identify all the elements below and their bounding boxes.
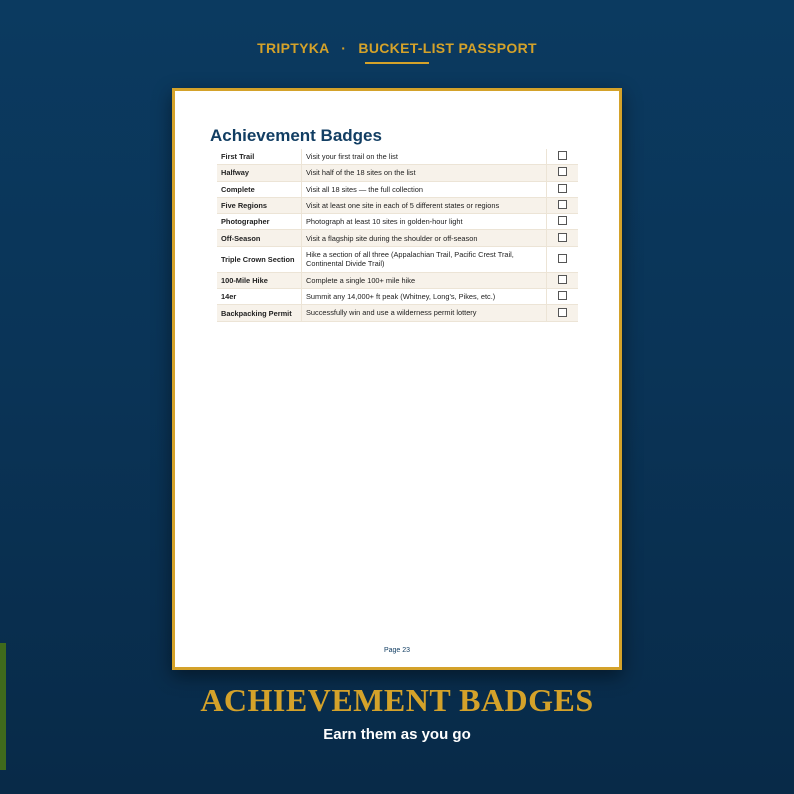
badge-checkbox-cell <box>547 305 579 321</box>
brand-separator: · <box>341 40 347 56</box>
badge-checkbox-cell <box>547 197 579 213</box>
page-title: Achievement Badges <box>210 126 382 145</box>
badge-name: Triple Crown Section <box>217 246 302 272</box>
badge-name: Backpacking Permit <box>217 305 302 321</box>
badge-checkbox[interactable] <box>558 254 567 263</box>
badge-checkbox-cell <box>547 289 579 305</box>
badge-checkbox[interactable] <box>558 291 567 300</box>
badge-description: Successfully win and use a wilderness permit lottery <box>302 305 547 321</box>
badge-name: 100-Mile Hike <box>217 272 302 288</box>
footer-title: ACHIEVEMENT BADGES <box>200 682 594 718</box>
badge-description: Photograph at least 10 sites in golden-hour light <box>302 214 547 230</box>
badge-row <box>217 230 578 246</box>
badge-description: Visit half of the 18 sites on the list <box>302 165 547 181</box>
brand-header <box>0 40 794 56</box>
badge-checkbox-cell <box>547 214 579 230</box>
badge-checkbox[interactable] <box>558 233 567 242</box>
badge-row <box>217 289 578 305</box>
badges-table <box>217 149 578 322</box>
badge-checkbox[interactable] <box>558 167 567 176</box>
badge-row <box>217 197 578 213</box>
badge-name: First Trail <box>217 149 302 165</box>
badge-description: Complete a single 100+ mile hike <box>302 272 547 288</box>
badge-name: Off-Season <box>217 230 302 246</box>
badge-name: Photographer <box>217 214 302 230</box>
badge-description: Hike a section of all three (Appalachian Trail, Pacific Crest Trail, Continental Divide Trail) <box>302 246 547 272</box>
badge-checkbox[interactable] <box>558 275 567 284</box>
badge-row <box>217 165 578 181</box>
footer-subtitle: Earn them as you go <box>323 726 471 743</box>
badge-checkbox-cell <box>547 230 579 246</box>
product-name: BUCKET-LIST PASSPORT <box>358 40 537 56</box>
badge-checkbox-cell <box>547 272 579 288</box>
badge-description: Visit at least one site in each of 5 different states or regions <box>302 197 547 213</box>
badge-checkbox-cell <box>547 181 579 197</box>
badge-description: Summit any 14,000+ ft peak (Whitney, Long's, Pikes, etc.) <box>302 289 547 305</box>
badge-checkbox[interactable] <box>558 308 567 317</box>
badge-checkbox[interactable] <box>558 216 567 225</box>
badge-name: Halfway <box>217 165 302 181</box>
badge-row <box>217 305 578 321</box>
badge-checkbox[interactable] <box>558 200 567 209</box>
badge-name: 14er <box>217 289 302 305</box>
header-divider <box>365 62 429 64</box>
page-number: Page 23 <box>383 647 411 654</box>
badge-checkbox-cell <box>547 165 579 181</box>
badge-row <box>217 214 578 230</box>
brand-name: TRIPTYKA <box>257 40 330 56</box>
badge-checkbox-cell <box>547 149 579 165</box>
badge-name: Complete <box>217 181 302 197</box>
badge-row <box>217 246 578 272</box>
document-page-preview <box>172 88 622 670</box>
badge-description: Visit all 18 sites — the full collection <box>302 181 547 197</box>
badge-row <box>217 181 578 197</box>
badge-checkbox-cell <box>547 246 579 272</box>
badge-row <box>217 149 578 165</box>
badge-description: Visit your first trail on the list <box>302 149 547 165</box>
badge-description: Visit a flagship site during the shoulder or off-season <box>302 230 547 246</box>
badge-checkbox[interactable] <box>558 184 567 193</box>
badge-checkbox[interactable] <box>558 151 567 160</box>
badge-row <box>217 272 578 288</box>
badge-name: Five Regions <box>217 197 302 213</box>
